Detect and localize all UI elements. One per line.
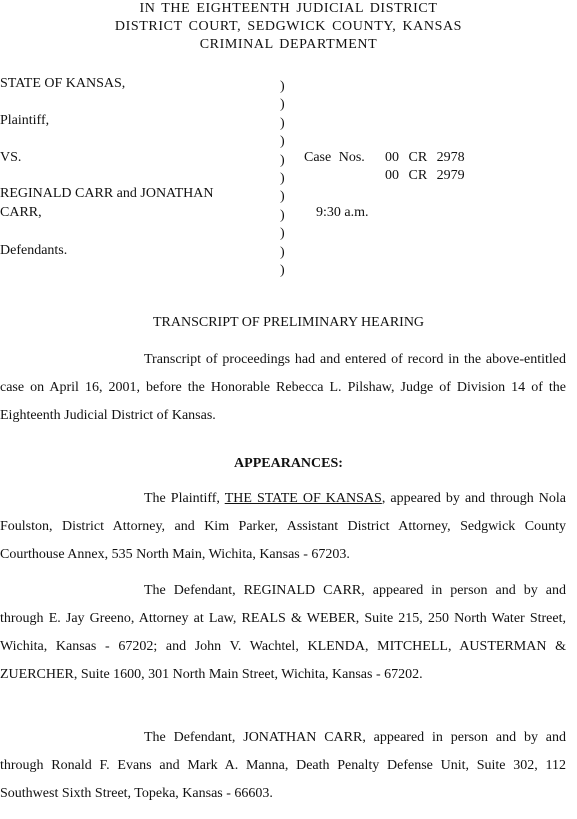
case-number-2: 00 CR 2979 <box>385 168 465 183</box>
document-title: TRANSCRIPT OF PRELIMINARY HEARING <box>152 315 425 330</box>
versus-label: VS. <box>0 150 22 165</box>
defendants-names-line1: REGINALD CARR and JONATHAN <box>0 186 214 201</box>
paren: ) <box>280 115 285 131</box>
intro-paragraph-text: Transcript of proceedings had and entered of record in the above-entitled case on April 16, 2001, before the Honorable Rebecca L. Pilshaw, Judge of Division 14 of the Eighteenth Judicial District of Kansas. <box>0 352 566 423</box>
defendant2-appearance-text: The Defendant, JONATHAN CARR, appeared in person and by and through Ronald F. Evans and Mark A. Manna, Death Penalty Defense Unit, Suite 302, 112 Southwest Sixth Street, Topeka, Kansas - 66603. <box>0 730 566 801</box>
plaintiff-appearance <box>0 485 566 569</box>
paren: ) <box>280 134 285 150</box>
plaintiff-appearance-lead: The Plaintiff, <box>144 491 220 506</box>
paren: ) <box>280 189 285 205</box>
intro-paragraph <box>0 346 566 430</box>
paren: ) <box>280 244 285 260</box>
paren: ) <box>280 79 285 94</box>
court-header-line3: CRIMINAL DEPARTMENT <box>199 37 378 52</box>
court-header-line1: IN THE EIGHTEENTH JUDICIAL DISTRICT <box>139 1 438 16</box>
court-header-line2: DISTRICT COURT, SEDGWICK COUNTY, KANSAS <box>114 19 463 34</box>
defendant1-appearance-text: The Defendant, REGINALD CARR, appeared in person and by and through E. Jay Greeno, Attorney at Law, REALS & WEBER, Suite 215, 250 North Water Street, Wichita, Kansas - 67202; and John V. Wachtel, KLENDA, MITCHELL, AUSTERMAN & ZUERCHER, Suite 1600, 301 North Main Street, Wichita, Kansas - 67202. <box>0 583 566 682</box>
defendant1-appearance <box>0 577 566 689</box>
plaintiff-party-name: THE STATE OF KANSAS <box>224 491 382 506</box>
plaintiff-label: Plaintiff, <box>0 113 50 128</box>
appearances-heading: APPEARANCES: <box>234 456 343 471</box>
paren: ) <box>280 170 285 186</box>
paren: ) <box>280 152 285 168</box>
paren: ) <box>280 226 285 242</box>
case-number-1: 00 CR 2978 <box>385 150 465 165</box>
defendants-names-line2: CARR, <box>0 205 42 220</box>
defendant2-appearance <box>0 724 566 808</box>
defendants-label: Defendants. <box>0 243 68 258</box>
case-numbers-label: Case Nos. <box>304 150 365 165</box>
caption-parenthesis-column <box>280 78 285 280</box>
hearing-time: 9:30 a.m. <box>316 205 369 220</box>
court-header <box>0 0 577 54</box>
paren: ) <box>280 262 285 278</box>
plaintiff-appearance-rest: , appeared by and through Nola Foulston, District Attorney, and Kim Parker, Assistant District Attorney, Sedgwick County Courthouse Annex, 535 North Main, Wichita, Kansas - 67203. <box>0 491 566 562</box>
paren: ) <box>280 207 285 223</box>
paren: ) <box>280 97 285 113</box>
plaintiff-name: STATE OF KANSAS, <box>0 76 126 91</box>
